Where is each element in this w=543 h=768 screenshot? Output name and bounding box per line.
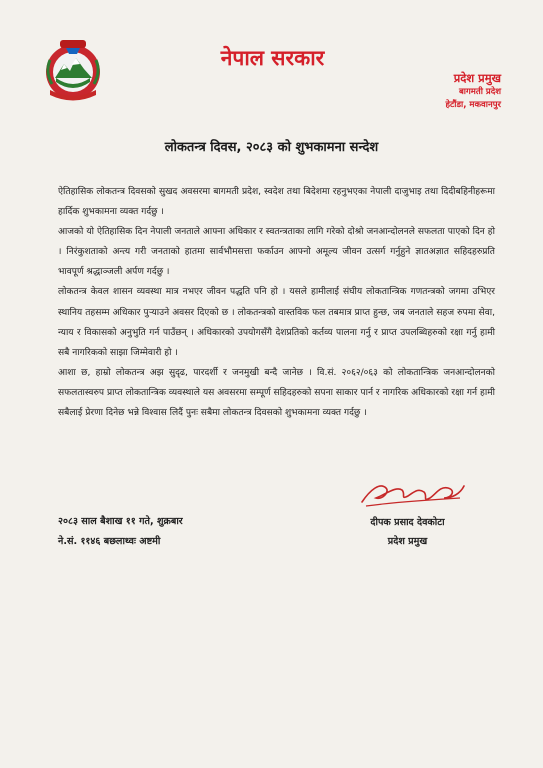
document-heading: लोकतन्त्र दिवस, २०८३ को शुभकामना सन्देश	[164, 140, 379, 155]
signer-name: दीपक प्रसाद देवकोटा	[370, 517, 445, 528]
office-title: प्रदेश प्रमुख	[453, 71, 501, 85]
paragraph: लोकतन्त्र केवल शासन व्यवस्था मात्र नभएर जीवन पद्धति पनि हो । यसले हामीलाई संघीय लोकतान्त्रिक गणतन्त्रको जगमा उभिएर स्थानिय तहसम्म अधिकार पुऱ्याउने अवसर दिएको छ । लोकतन्त्रको वास्तविक फल तबमात्र प्राप्त हुन्छ, जब जनताले सहज रुपमा सेवा, न्याय र विकासको अनुभुति गर्न पाउँछन् । अधिकारको उपयोगसँगै देशप्रतिको कर्तव्य पालना गर्नु र प्राप्त उपलब्धिहरुको रक्षा गर्नु हामी सबै नागरिकको साझा जिम्मेवारी हो ।	[58, 287, 495, 358]
message-body	[58, 182, 495, 423]
office-block	[446, 70, 502, 112]
signer-block	[340, 513, 475, 551]
paragraph: ऐतिहासिक लोकतन्त्र दिवसको सुखद अवसरमा बागमती प्रदेश, स्वदेश तथा बिदेशमा रहनुभएका नेपाली दाजुभाइ तथा दिदीबहिनीहरूमा हार्दिक शुभकामना व्यक्त गर्दछु ।	[58, 187, 495, 218]
nepal-emblem-icon	[42, 38, 104, 104]
paragraph: आशा छ, हाम्रो लोकतन्त्र अझ सुदृढ, पारदर्शी र जनमुखी बन्दै जानेछ । वि.सं. २०६२/०६३ को लोकतान्त्रिक जनआन्दोलनको सफलतास्वरुप प्राप्त लोकतान्त्रिक व्यवस्थाले यस अवसरमा सम्पूर्ण सहिदहरुको सपना साकार पार्न र नागरिक अधिकारको रक्षा गर्न हामी सबैलाई प्रेरणा दिनेछ भन्ने विश्वास लिदैं पुनः सबैमा लोकतन्त्र दिवसको शुभकामना व्यक्त गर्दछु ।	[58, 367, 495, 419]
province-name: बागमती प्रदेश	[458, 87, 501, 97]
office-location: हेटौंडा, मकवानपुर	[445, 100, 501, 110]
signer-title: प्रदेश प्रमुख	[387, 536, 428, 547]
paragraph: आजको यो ऐतिहासिक दिन नेपाली जनताले आफ्ना अधिकार र स्वतन्त्रताका लागि गरेको दोश्रो जनआन्दोलनले सफलता पाएको दिन हो । निरंकुशताको अन्त्य गरी जनताको हातमा सार्वभौमसत्ता फर्काउन आफ्नो अमूल्य जीवन उत्सर्ग गर्नुहुने ज्ञातअज्ञात सहिदहरुप्रति भावपूर्ण श्रद्धाञ्जली अर्पण गर्दछु ।	[58, 227, 495, 278]
date-ns: ने.सं. ११४६ बछलाथ्वः अष्टमी	[58, 536, 161, 547]
government-title: नेपाल सरकार	[220, 45, 325, 70]
date-bs: २०८३ साल बैशाख ११ गते, शुक्रबार	[58, 516, 183, 527]
date-block	[58, 512, 183, 552]
signature	[356, 472, 468, 512]
